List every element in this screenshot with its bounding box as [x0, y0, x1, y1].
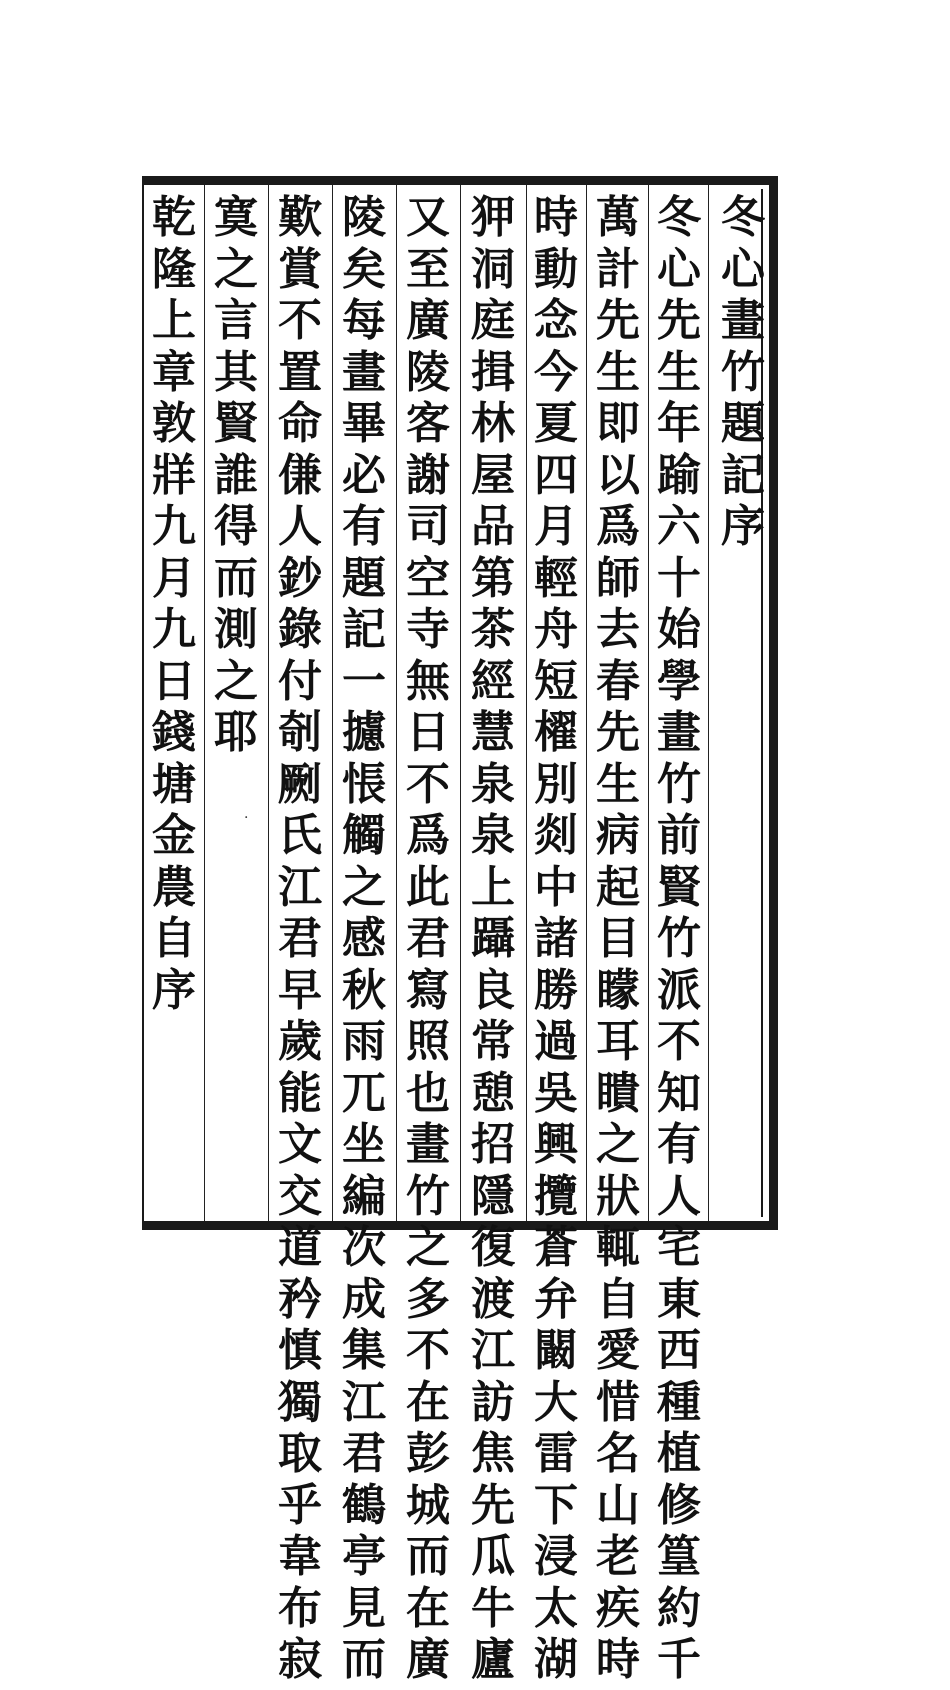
character: 次 [342, 1222, 386, 1273]
character: 月 [534, 501, 578, 552]
character: 疾 [596, 1582, 640, 1634]
character: 寫 [406, 964, 450, 1016]
character: 悵 [342, 758, 386, 810]
character: 品 [471, 501, 515, 552]
character: 錄 [278, 604, 322, 655]
text-column-signature [148, 192, 200, 1020]
character: 千 [657, 1634, 701, 1685]
column-rule [332, 185, 333, 1221]
character: 狀 [596, 1170, 640, 1222]
character: 六 [657, 501, 701, 552]
character: 吳 [534, 1067, 578, 1119]
character: 韋 [278, 1531, 322, 1582]
character: 耶 [214, 707, 258, 758]
text-column-title [717, 192, 769, 557]
character: 經 [471, 655, 515, 707]
text-column [402, 192, 454, 1690]
character: 乾 [152, 192, 196, 243]
character: 去 [596, 604, 640, 655]
character: 夏 [534, 398, 578, 449]
character: 十 [657, 552, 701, 604]
character: 金 [152, 810, 196, 861]
character: 先 [596, 707, 640, 758]
character: 謝 [406, 449, 450, 501]
character: 闞 [534, 1325, 578, 1376]
character: 先 [657, 295, 701, 346]
text-column [338, 192, 390, 1690]
character: 攬 [534, 1170, 578, 1222]
character: 上 [152, 295, 196, 346]
character: 西 [657, 1325, 701, 1376]
character: 命 [278, 398, 322, 449]
character: 爲 [406, 810, 450, 861]
character: 不 [406, 1325, 450, 1376]
character: 大 [534, 1376, 578, 1428]
character: 惜 [596, 1376, 640, 1428]
character: 江 [342, 1376, 386, 1428]
character: 舟 [534, 604, 578, 655]
character: 慎 [278, 1325, 322, 1376]
character: 竹 [657, 758, 701, 810]
character: 敦 [152, 398, 196, 449]
character: 獨 [278, 1376, 322, 1428]
character: 知 [657, 1067, 701, 1119]
character: 自 [596, 1273, 640, 1325]
character: 置 [278, 346, 322, 398]
character: 屋 [471, 449, 515, 501]
character: 以 [596, 449, 640, 501]
character: 之 [596, 1119, 640, 1170]
character: 隆 [152, 243, 196, 295]
character: 傔 [278, 449, 322, 501]
character: 之 [214, 243, 258, 295]
character: 彭 [406, 1428, 450, 1479]
character: 兀 [342, 1067, 386, 1119]
character: 茶 [471, 604, 515, 655]
character: 乎 [278, 1479, 322, 1531]
character: 鶴 [342, 1479, 386, 1531]
text-column [530, 192, 582, 1690]
character: 中 [534, 861, 578, 913]
character: 有 [342, 501, 386, 552]
character: 洞 [471, 243, 515, 295]
character: 在 [406, 1376, 450, 1428]
character: 亭 [342, 1531, 386, 1582]
character: 而 [342, 1634, 386, 1685]
character: 錢 [152, 707, 196, 758]
character: 見 [342, 1582, 386, 1634]
character: 招 [471, 1119, 515, 1170]
character: 有 [657, 1119, 701, 1170]
character: 布 [278, 1582, 322, 1634]
character: 愛 [596, 1325, 640, 1376]
character: 江 [278, 861, 322, 913]
character: 時 [596, 1634, 640, 1685]
character: 秋 [342, 964, 386, 1016]
character: 廣 [406, 295, 450, 346]
character: 多 [406, 1273, 450, 1325]
character: 瓜 [471, 1531, 515, 1582]
character: 記 [342, 604, 386, 655]
character: 今 [534, 346, 578, 398]
character: 矇 [596, 964, 640, 1016]
character: 輕 [534, 552, 578, 604]
character: 篁 [657, 1531, 701, 1582]
character: 病 [596, 810, 640, 861]
character: 廣 [406, 1634, 450, 1685]
character: 牛 [471, 1582, 515, 1634]
character: 剡 [534, 810, 578, 861]
text-column [653, 192, 705, 1690]
column-rule [268, 185, 269, 1221]
character: 九 [152, 604, 196, 655]
character: 而 [214, 552, 258, 604]
character: 劂 [278, 758, 322, 810]
character: 始 [657, 604, 701, 655]
character: 賢 [214, 398, 258, 449]
ink-speck: · [244, 810, 249, 826]
character: 生 [596, 758, 640, 810]
character: 畫 [406, 1119, 450, 1170]
character: 蒼 [534, 1222, 578, 1273]
character: 之 [406, 1222, 450, 1273]
character: 人 [278, 501, 322, 552]
text-column [210, 192, 262, 763]
character: 動 [534, 243, 578, 295]
character: 陵 [406, 346, 450, 398]
character: 寂 [278, 1634, 322, 1685]
character: 生 [657, 346, 701, 398]
character: 山 [596, 1479, 640, 1531]
character: 測 [214, 604, 258, 655]
character: 目 [596, 913, 640, 964]
character: 之 [342, 861, 386, 913]
character: 塘 [152, 758, 196, 810]
character: 過 [534, 1016, 578, 1067]
text-column [592, 192, 644, 1690]
column-rule [648, 185, 649, 1221]
character: 牂 [152, 449, 196, 501]
character: 勝 [534, 964, 578, 1016]
character: 必 [342, 449, 386, 501]
character: 雷 [534, 1428, 578, 1479]
character: 泉 [471, 758, 515, 810]
character: 狎 [471, 192, 515, 243]
column-rule [708, 185, 709, 1221]
character: 剞 [278, 707, 322, 758]
character: 湖 [534, 1634, 578, 1685]
text-column [467, 192, 519, 1690]
character: 揖 [471, 346, 515, 398]
character: 弁 [534, 1273, 578, 1325]
character: 植 [657, 1428, 701, 1479]
character: 賞 [278, 243, 322, 295]
character: 躡 [471, 913, 515, 964]
column-rule [526, 185, 527, 1221]
character: 輒 [596, 1222, 640, 1273]
character: 泉 [471, 810, 515, 861]
character: 東 [657, 1273, 701, 1325]
character: 寺 [406, 604, 450, 655]
character: 自 [152, 913, 196, 964]
character: 不 [657, 1016, 701, 1067]
character: 太 [534, 1582, 578, 1634]
character: 竹 [657, 913, 701, 964]
character: 雨 [342, 1016, 386, 1067]
character: 文 [278, 1119, 322, 1170]
character: 念 [534, 295, 578, 346]
character: 庭 [471, 295, 515, 346]
character: 鈔 [278, 552, 322, 604]
character: 成 [342, 1273, 386, 1325]
character: 照 [406, 1016, 450, 1067]
character: 興 [534, 1119, 578, 1170]
character: 早 [278, 964, 322, 1016]
character: 訪 [471, 1376, 515, 1428]
character: 得 [214, 501, 258, 552]
character: 序 [152, 964, 196, 1016]
character: 序 [721, 501, 765, 552]
character: 題 [721, 398, 765, 449]
character: 名 [596, 1428, 640, 1479]
character: 焦 [471, 1428, 515, 1479]
character: 短 [534, 655, 578, 707]
character: 種 [657, 1376, 701, 1428]
character: 題 [342, 552, 386, 604]
character: 城 [406, 1479, 450, 1531]
character: 編 [342, 1170, 386, 1222]
character: 前 [657, 810, 701, 861]
character: 學 [657, 655, 701, 707]
character: 畫 [721, 295, 765, 346]
character: 客 [406, 398, 450, 449]
character: 生 [596, 346, 640, 398]
character: 廬 [471, 1634, 515, 1685]
character: 日 [406, 707, 450, 758]
character: 諸 [534, 913, 578, 964]
character: 日 [152, 655, 196, 707]
character: 良 [471, 964, 515, 1016]
character: 每 [342, 295, 386, 346]
character: 渡 [471, 1273, 515, 1325]
character: 春 [596, 655, 640, 707]
character: 上 [471, 861, 515, 913]
character: 師 [596, 552, 640, 604]
character: 老 [596, 1531, 640, 1582]
character: 心 [657, 243, 701, 295]
character: 別 [534, 758, 578, 810]
character: 修 [657, 1479, 701, 1531]
character: 一 [342, 655, 386, 707]
character: 集 [342, 1325, 386, 1376]
character: 賢 [657, 861, 701, 913]
character: 畫 [657, 707, 701, 758]
character: 江 [471, 1325, 515, 1376]
character: 浸 [534, 1531, 578, 1582]
character: 寞 [214, 192, 258, 243]
character: 章 [152, 346, 196, 398]
character: 歎 [278, 192, 322, 243]
character: 司 [406, 501, 450, 552]
character: 下 [534, 1479, 578, 1531]
character: 約 [657, 1582, 701, 1634]
character: 耳 [596, 1016, 640, 1067]
character: 此 [406, 861, 450, 913]
column-rule [586, 185, 587, 1221]
character: 攄 [342, 707, 386, 758]
character: 氏 [278, 810, 322, 861]
character: 派 [657, 964, 701, 1016]
character: 常 [471, 1016, 515, 1067]
character: 至 [406, 243, 450, 295]
character: 憩 [471, 1067, 515, 1119]
character: 不 [406, 758, 450, 810]
character: 瞶 [596, 1067, 640, 1119]
character: 君 [278, 913, 322, 964]
character: 計 [596, 243, 640, 295]
character: 取 [278, 1428, 322, 1479]
character: 記 [721, 449, 765, 501]
character: 陵 [342, 192, 386, 243]
character: 即 [596, 398, 640, 449]
character: 畢 [342, 398, 386, 449]
character: 先 [596, 295, 640, 346]
character: 矣 [342, 243, 386, 295]
character: 觸 [342, 810, 386, 861]
character: 復 [471, 1222, 515, 1273]
character: 九 [152, 501, 196, 552]
character: 農 [152, 861, 196, 913]
character: 慧 [471, 707, 515, 758]
character: 宅 [657, 1222, 701, 1273]
character: 其 [214, 346, 258, 398]
character: 誰 [214, 449, 258, 501]
character: 起 [596, 861, 640, 913]
character: 歲 [278, 1016, 322, 1067]
character: 言 [214, 295, 258, 346]
character: 之 [214, 655, 258, 707]
character: 畫 [342, 346, 386, 398]
character: 能 [278, 1067, 322, 1119]
character: 第 [471, 552, 515, 604]
character: 心 [721, 243, 765, 295]
column-rule [204, 185, 205, 1221]
character: 四 [534, 449, 578, 501]
character: 矜 [278, 1273, 322, 1325]
character: 竹 [721, 346, 765, 398]
character: 感 [342, 913, 386, 964]
character: 坐 [342, 1119, 386, 1170]
character: 也 [406, 1067, 450, 1119]
character: 先 [471, 1479, 515, 1531]
character: 櫂 [534, 707, 578, 758]
character: 交 [278, 1170, 322, 1222]
character: 冬 [657, 192, 701, 243]
column-rule [396, 185, 397, 1221]
character: 年 [657, 398, 701, 449]
character: 不 [278, 295, 322, 346]
character: 君 [406, 913, 450, 964]
character: 隱 [471, 1170, 515, 1222]
character: 踰 [657, 449, 701, 501]
character: 空 [406, 552, 450, 604]
character: 冬 [721, 192, 765, 243]
text-column [274, 192, 326, 1690]
column-rule [460, 185, 461, 1221]
character: 時 [534, 192, 578, 243]
character: 萬 [596, 192, 640, 243]
character: 竹 [406, 1170, 450, 1222]
character: 君 [342, 1428, 386, 1479]
character: 月 [152, 552, 196, 604]
character: 爲 [596, 501, 640, 552]
character: 而 [406, 1531, 450, 1582]
character: 林 [471, 398, 515, 449]
character: 付 [278, 655, 322, 707]
character: 人 [657, 1170, 701, 1222]
character: 無 [406, 655, 450, 707]
character: 在 [406, 1582, 450, 1634]
character: 道 [278, 1222, 322, 1273]
character: 又 [406, 192, 450, 243]
